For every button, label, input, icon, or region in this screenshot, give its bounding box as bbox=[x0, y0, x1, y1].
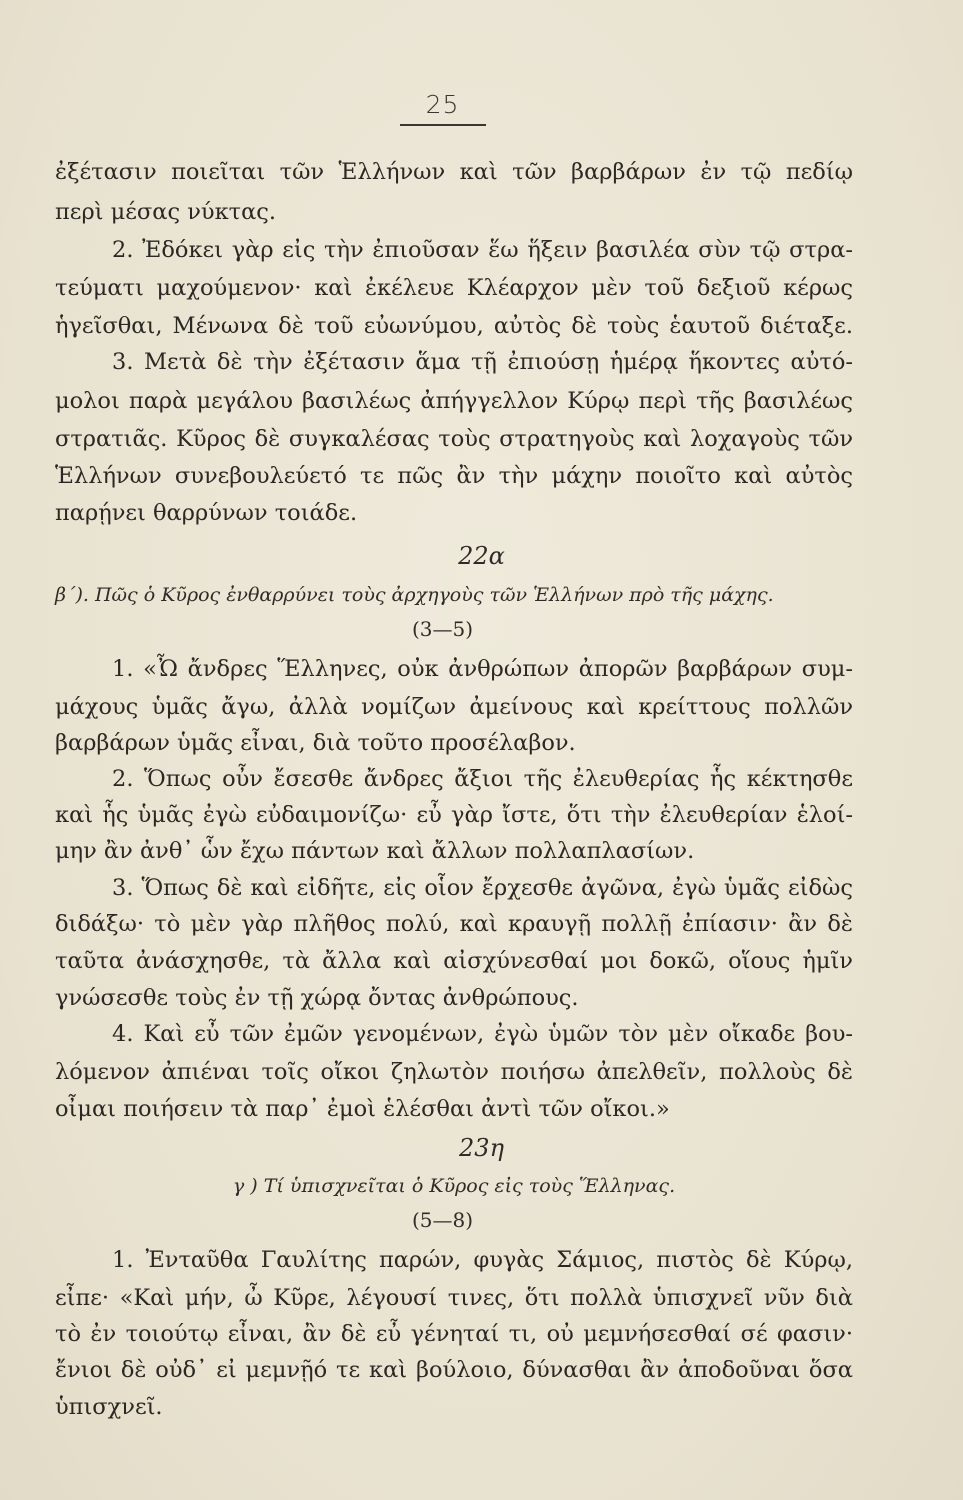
text-line: λόμενον ἀπιέναι τοῖς οἴκοι ζηλωτὸν ποιήσω ἀπελθεῖν, πολλοὺς δὲ bbox=[55, 1059, 853, 1085]
text-line: περὶ μέσας νύκτας. bbox=[55, 199, 277, 225]
text-line: ἐξέτασιν ποιεῖται τῶν Ἑλλήνων καὶ τῶν βαρβάρων ἐν τῷ πεδίῳ bbox=[55, 159, 853, 185]
text-line: 3. Μετὰ δὲ τὴν ἐξέτασιν ἅμα τῇ ἐπιούσῃ ἡμέρᾳ ἥκοντες αὐτό- bbox=[112, 349, 853, 375]
text-line: ἡγεῖσθαι, Μένωνα δὲ τοῦ εὐωνύμου, αὐτὸς δὲ τοὺς ἑαυτοῦ διέταξε. bbox=[55, 313, 853, 339]
section-marker: 23η bbox=[459, 1134, 504, 1162]
page-number-underline bbox=[400, 124, 486, 126]
text-line: στρατιᾶς. Κῦρος δὲ συγκαλέσας τοὺς στρατηγοὺς καὶ λοχαγοὺς τῶν bbox=[55, 426, 853, 452]
text-line: καὶ ἧς ὑμᾶς ἐγὼ εὐδαιμονίζω· εὖ γὰρ ἴστε, ὅτι τὴν ἐλευθερίαν ἑλοί- bbox=[55, 802, 853, 828]
text-line: 3. Ὅπως δὲ καὶ εἰδῆτε, εἰς οἷον ἔρχεσθε ἀγῶνα, ἐγὼ ὑμᾶς εἰδὼς bbox=[112, 875, 853, 901]
section-heading: β΄). Πῶς ὁ Κῦρος ἐνθαρρύνει τοὺς ἀρχηγοὺς τῶν Ἑλλήνων πρὸ τῆς μάχης. bbox=[55, 584, 774, 606]
text-line: 2. Ὅπως οὖν ἔσεσθε ἄνδρες ἄξιοι τῆς ἐλευθερίας ἧς κέκτησθε bbox=[112, 766, 853, 792]
text-line: τὸ ἐν τοιούτῳ εἶναι, ἂν δὲ εὖ γένηταί τι, οὐ μεμνήσεσθαί σέ φασιν· bbox=[55, 1321, 853, 1347]
text-line: 1. Ἐνταῦθα Γαυλίτης παρών, φυγὰς Σάμιος, πιστὸς δὲ Κύρῳ, bbox=[112, 1247, 853, 1273]
text-line: ὑπισχνεῖ. bbox=[55, 1394, 163, 1420]
text-line: ἔνιοι δὲ οὐδ᾽ εἰ μεμνῇό τε καὶ βούλοιο, δύνασθαι ἂν ἀποδοῦναι ὅσα bbox=[55, 1357, 853, 1383]
section-marker: 22α bbox=[458, 542, 505, 570]
text-line: μάχους ὑμᾶς ἄγω, ἀλλὰ νομίζων ἀμείνους καὶ κρείττους πολλῶν bbox=[55, 694, 853, 720]
text-line: μολοι παρὰ μεγάλου βασιλέως ἀπήγγελλον Κύρῳ περὶ τῆς βασιλέως bbox=[55, 388, 853, 414]
page-number: 25 bbox=[425, 90, 460, 119]
text-line: Ἑλλήνων συνεβουλεύετό τε πῶς ἂν τὴν μάχην ποιοῖτο καὶ αὐτὸς bbox=[55, 463, 853, 489]
section-range: (5—8) bbox=[411, 1208, 474, 1232]
text-line: ταῦτα ἀνάσχησθε, τὰ ἄλλα καὶ αἰσχύνεσθαί μοι δοκῶ, οἵους ἡμῖν bbox=[55, 948, 853, 974]
text-line: διδάξω· τὸ μὲν γὰρ πλῆθος πολύ, καὶ κραυγῇ πολλῇ ἐπίασιν· ἂν δὲ bbox=[55, 911, 853, 937]
text-line: γνώσεσθε τοὺς ἐν τῇ χώρᾳ ὄντας ἀνθρώπους. bbox=[55, 985, 579, 1011]
section-range: (3—5) bbox=[411, 617, 474, 641]
text-line: παρῄνει θαρρύνων τοιάδε. bbox=[55, 500, 358, 526]
text-line: 2. Ἐδόκει γὰρ εἰς τὴν ἐπιοῦσαν ἕω ἥξειν βασιλέα σὺν τῷ στρα- bbox=[112, 237, 853, 263]
text-line: 1. «Ὦ ἄνδρες Ἕλληνες, οὐκ ἀνθρώπων ἀπορῶν βαρβάρων συμ- bbox=[112, 656, 853, 682]
text-line: τεύματι μαχούμενον· καὶ ἐκέλευε Κλέαρχον μὲν τοῦ δεξιοῦ κέρως bbox=[55, 275, 853, 301]
section-heading: γ ) Τί ὑπισχνεῖται ὁ Κῦρος εἰς τοὺς Ἕλληνας. bbox=[232, 1175, 676, 1197]
text-line: οἶμαι ποιήσειν τὰ παρ᾽ ἐμοὶ ἑλέσθαι ἀντὶ τῶν οἴκοι.» bbox=[55, 1096, 670, 1122]
text-line: μην ἂν ἀνθ᾽ ὧν ἔχω πάντων καὶ ἄλλων πολλαπλασίων. bbox=[55, 838, 695, 864]
text-line: 4. Καὶ εὖ τῶν ἐμῶν γενομένων, ἐγὼ ὑμῶν τὸν μὲν οἴκαδε βου- bbox=[112, 1021, 853, 1047]
text-line: βαρβάρων ὑμᾶς εἶναι, διὰ τοῦτο προσέλαβον. bbox=[55, 730, 576, 756]
text-line: εἶπε· «Καὶ μήν, ὦ Κῦρε, λέγουσί τινες, ὅτι πολλὰ ὑπισχνεῖ νῦν διὰ bbox=[55, 1285, 853, 1311]
